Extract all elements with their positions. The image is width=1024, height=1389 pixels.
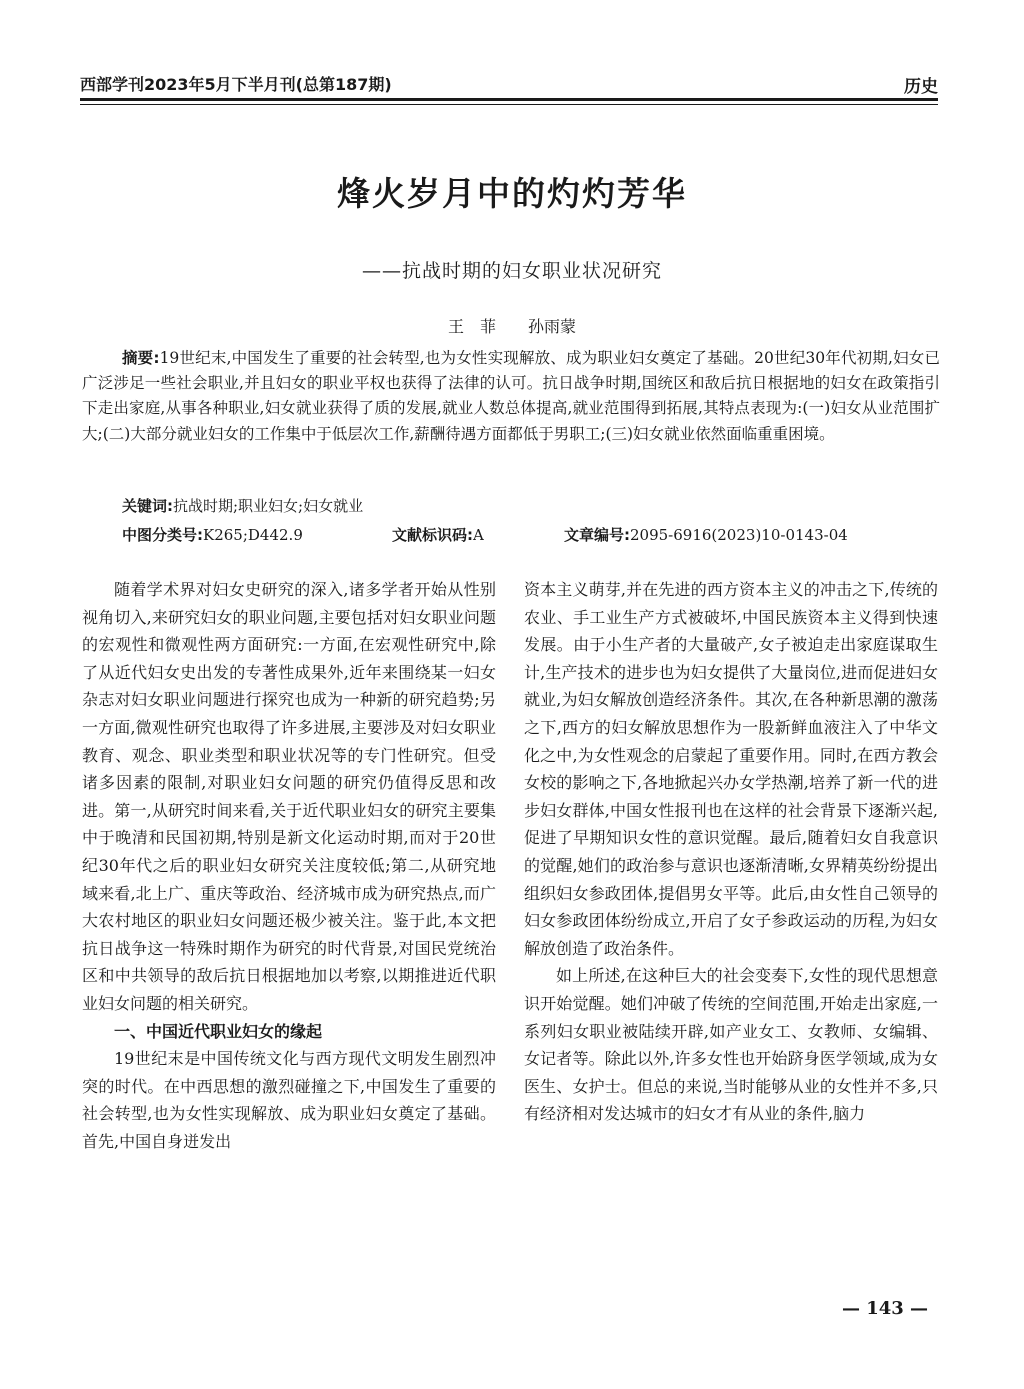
journal-issue: 西部学刊2023年5月下半月刊(总第187期)	[80, 75, 392, 94]
body-paragraph: 随着学术界对妇女史研究的深入,诸多学者开始从性别视角切入,来研究妇女的职业问题,主要包括对妇女职业问题的宏观性和微观性两方面研究:一方面,在宏观性研究中,除了从近代妇女史出发的专著性成果外,近年来围绕某一妇女杂志对妇女职业问题进行探究也成为一种新的研究趋势;另一方面,微观性研究也取得了许多进展,主要涉及对妇女职业教育、观念、职业类型和职业状况等的专门性研究。但受诸多因素的限制,对职业妇女问题的研究仍值得反思和改进。第一,从研究时间来看,关于近代职业妇女的研究主要集中于晚清和民国初期,特别是新文化运动时期,而对于20世纪30年代之后的职业妇女研究关注度较低;第二,从研究地域来看,北上广、重庆等政治、经济城市成为研究热点,而广大农村地区的职业妇女问题还极少被关注。鉴于此,本文把抗日战争这一特殊时期作为研究的时代背景,对国民党统治区和中共领导的敌后抗日根据地加以考察,以期推进近代职业妇女问题的相关研究。	[82, 580, 496, 1013]
header-rule-thin	[80, 104, 938, 105]
section-heading: 一、中国近代职业妇女的缘起	[114, 1021, 323, 1041]
authors: 王 菲 孙雨蒙	[447, 317, 576, 336]
doc-value: A	[473, 526, 484, 544]
page-number: — 143 —	[841, 1298, 929, 1319]
abstract-label: 摘要:	[122, 349, 160, 367]
header-rule-thick	[80, 98, 938, 101]
article-title: 烽火岁月中的灼灼芳华	[337, 174, 687, 213]
keywords-label: 关键词:	[122, 497, 173, 515]
clc-value: K265;D442.9	[203, 526, 303, 544]
article-number	[564, 524, 848, 546]
abstract	[82, 346, 940, 447]
body-column-right	[524, 576, 938, 1128]
running-header	[80, 70, 938, 98]
doc-label: 文献标识码:	[392, 526, 473, 544]
article-subtitle: ——抗战时期的妇女职业状况研究	[361, 260, 662, 282]
clc-number	[122, 524, 303, 546]
article-label: 文章编号:	[564, 526, 630, 544]
abstract-text: 19世纪末,中国发生了重要的社会转型,也为女性实现解放、成为职业妇女奠定了基础。20世纪30年代初期,妇女已广泛涉足一些社会职业,并且妇女的职业平权也获得了法律的认可。抗日战争时期,国统区和敌后抗日根据地的妇女在政策指引下走出家庭,从事各种职业,妇女就业获得了质的发展,就业人数总体提高,就业范围得到拓展,其特点表现为:(一)妇女从业范围扩大;(二)大部分就业妇女的工作集中于低层次工作,薪酬待遇方面都低于男职工;(三)妇女就业依然面临重重困境。	[82, 349, 940, 443]
body-paragraph: 资本主义萌芽,并在先进的西方资本主义的冲击之下,传统的农业、手工业生产方式被破坏,中国民族资本主义得到快速发展。由于小生产者的大量破产,女子被迫走出家庭谋取生计,生产技术的进步也为妇女提供了大量岗位,进而促进妇女就业,为妇女解放创造经济条件。其次,在各种新思潮的激荡之下,西方的妇女解放思想作为一股新鲜血液注入了中华文化之中,为女性观念的启蒙起了重要作用。同时,在西方教会女校的影响之下,各地掀起兴办女学热潮,培养了新一代的进步妇女群体,中国女性报刊也在这样的社会背景下逐渐兴起,促进了早期知识女性的意识觉醒。最后,随着妇女自我意识的觉醒,她们的政治参与意识也逐渐清晰,女界精英纷纷提出组织妇女参政团体,提倡男女平等。此后,由女性自己领导的妇女参政团体纷纷成立,开启了女子参政运动的历程,为妇女解放创造了政治条件。	[524, 580, 938, 958]
classification-line	[122, 524, 940, 548]
section-name: 历史	[904, 77, 938, 97]
body-paragraph: 如上所述,在这种巨大的社会变奏下,女性的现代思想意识开始觉醒。她们冲破了传统的空间范围,开始走出家庭,一系列妇女职业被陆续开辟,如产业女工、女教师、女编辑、女记者等。除此以外,许多女性也开始跻身医学领域,成为女医生、女护士。但总的来说,当时能够从业的女性并不多,只有经济相对发达城市的妇女才有从业的条件,脑力	[524, 966, 938, 1124]
body-column-left	[82, 576, 496, 1155]
keywords-text: 抗战时期;职业妇女;妇女就业	[173, 497, 364, 515]
clc-label: 中图分类号:	[122, 526, 203, 544]
document-code	[392, 524, 484, 546]
keywords	[122, 495, 940, 517]
article-value: 2095-6916(2023)10-0143-04	[630, 526, 848, 544]
body-paragraph: 19世纪末是中国传统文化与西方现代文明发生剧烈冲突的时代。在中西思想的激烈碰撞之下,中国发生了重要的社会转型,也为女性实现解放、成为职业妇女奠定了基础。首先,中国自身迸发出	[82, 1049, 496, 1151]
